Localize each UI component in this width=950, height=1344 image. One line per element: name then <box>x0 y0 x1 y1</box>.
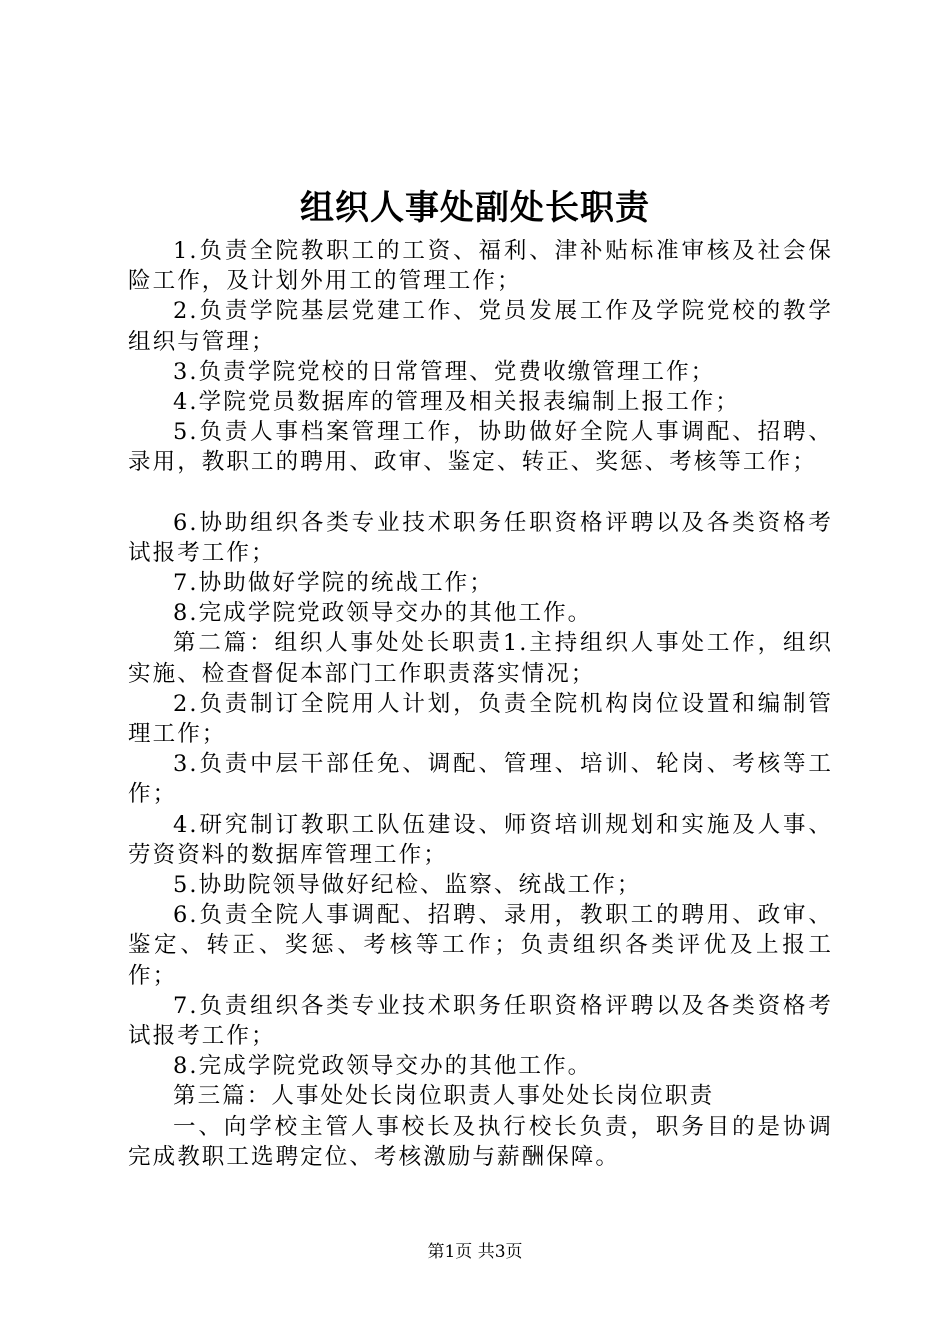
paragraph: 7.协助做好学院的统战工作； <box>173 570 494 597</box>
paragraph: 2.负责制订全院用人计划，负责全院机构岗位设置和编制管理工作； <box>128 690 833 748</box>
paragraph: 6.协助组织各类专业技术职务任职资格评聘以及各类资格考试报考工作； <box>128 509 833 566</box>
paragraph: 8.完成学院党政领导交办的其他工作。 <box>173 1053 593 1080</box>
paragraph: 一、向学校主管人事校长及执行校长负责，职务目的是协调完成教职工选聘定位、考核激励与薪酬保障。 <box>128 1113 833 1170</box>
paragraph: 5.协助院领导做好纪检、监察、统战工作； <box>173 872 642 899</box>
paragraph: 3.负责学院党校的日常管理、党费收缴管理工作； <box>173 358 716 385</box>
section-heading-paragraph: 第三篇：人事处处长岗位职责人事处处长岗位职责 <box>173 1083 715 1110</box>
paragraph: 2.负责学院基层党建工作、党员发展工作及学院党校的教学组织与管理； <box>128 298 833 355</box>
blank-line <box>128 478 833 508</box>
paragraph: 4.研究制订教职工队伍建设、师资培训规划和实施及人事、劳资资料的数据库管理工作； <box>128 811 833 868</box>
paragraph: 8.完成学院党政领导交办的其他工作。 <box>173 600 593 627</box>
document-body <box>128 236 833 1172</box>
document-title: 组织人事处副处长职责 <box>300 188 650 228</box>
paragraph: 5.负责人事档案管理工作，协助做好全院人事调配、招聘、录用，教职工的聘用、政审、鉴定、转正、奖惩、考核等工作； <box>128 419 833 476</box>
section-heading-paragraph: 第二篇：组织人事处处长职责1.主持组织人事处工作，组织实施、检查督促本部门工作职责落实情况； <box>128 630 833 687</box>
paragraph: 1.负责全院教职工的工资、福利、津补贴标准审核及社会保险工作，及计划外用工的管理工作； <box>128 238 833 295</box>
page-number-footer: 第1页 共3页 <box>427 1242 523 1262</box>
paragraph: 3.负责中层干部任免、调配、管理、培训、轮岗、考核等工作； <box>128 751 833 808</box>
paragraph: 4.学院党员数据库的管理及相关报表编制上报工作； <box>173 389 740 416</box>
paragraph: 7.负责组织各类专业技术职务任职资格评聘以及各类资格考试报考工作； <box>128 992 833 1050</box>
paragraph: 6.负责全院人事调配、招聘、录用，教职工的聘用、政审、鉴定、转正、奖惩、考核等工作；负责组织各类评优及上报工作； <box>128 902 833 989</box>
